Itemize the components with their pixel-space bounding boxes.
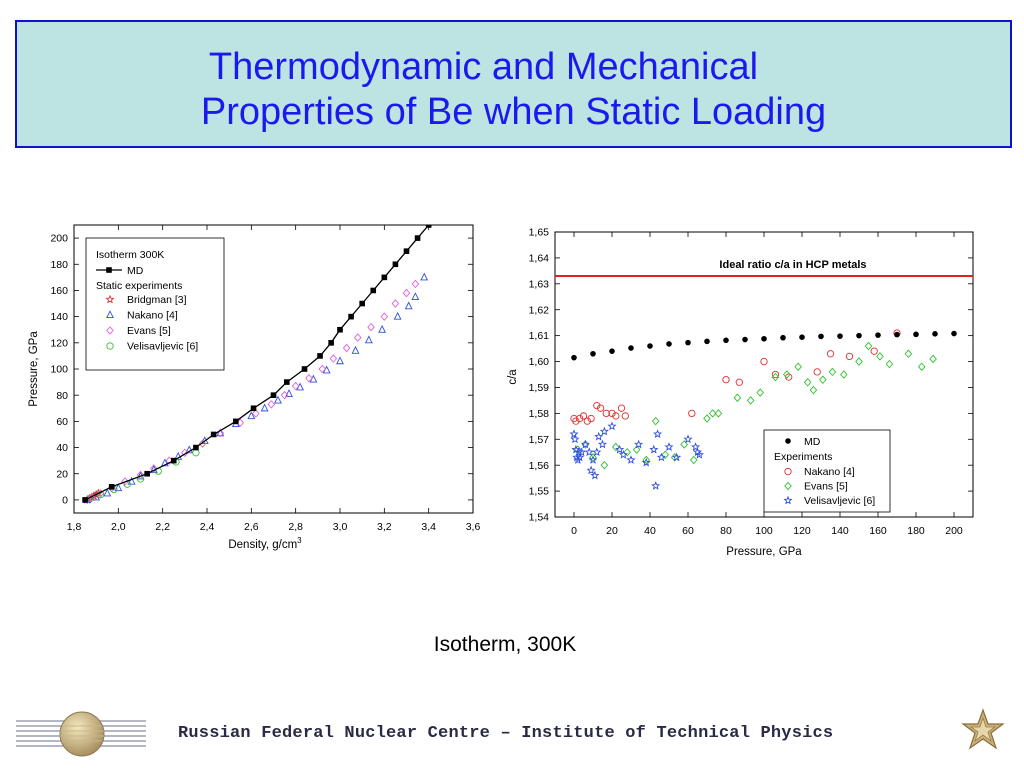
y-tick-label: 1,65	[528, 226, 549, 239]
legend-item-label: Evans [5]	[127, 325, 171, 337]
data-point	[723, 376, 729, 382]
x-tick-label: 60	[682, 525, 694, 537]
data-point	[905, 350, 911, 357]
legend-group-label: Experiments	[774, 451, 833, 463]
y-tick-label: 60	[56, 415, 68, 428]
data-point	[805, 379, 811, 386]
data-point	[654, 431, 661, 438]
data-point	[406, 302, 412, 308]
data-point	[609, 348, 615, 354]
data-point	[841, 371, 847, 378]
data-point	[658, 454, 665, 461]
institute-logo-left	[14, 707, 150, 761]
y-tick-label: 40	[56, 442, 68, 455]
data-point	[616, 446, 623, 453]
data-point	[865, 342, 871, 349]
data-point	[814, 369, 820, 375]
data-point	[588, 467, 595, 474]
data-point	[761, 358, 767, 364]
data-point	[251, 405, 257, 411]
data-point	[810, 386, 816, 393]
data-point	[415, 235, 421, 241]
data-point	[930, 355, 936, 362]
y-tick-label: 1,54	[528, 511, 549, 524]
y-tick-label: 100	[50, 363, 68, 376]
data-point	[359, 301, 365, 307]
data-point	[723, 338, 729, 344]
data-point	[666, 341, 672, 347]
x-tick-label: 3,2	[377, 521, 392, 533]
data-point	[691, 456, 697, 463]
x-tick-label: 3,4	[421, 521, 436, 533]
legend-group-label: Static experiments	[96, 280, 183, 292]
data-point	[412, 293, 418, 299]
data-point	[932, 331, 938, 337]
data-point	[601, 428, 608, 435]
y-tick-label: 20	[56, 468, 68, 481]
data-point	[780, 335, 786, 341]
data-point	[818, 334, 824, 340]
data-point	[248, 412, 254, 418]
y-axis-label: c/a	[507, 369, 519, 385]
data-point	[381, 313, 387, 320]
legend	[86, 238, 224, 370]
data-point	[268, 401, 274, 408]
data-point	[919, 363, 925, 370]
data-point	[894, 332, 900, 338]
star-emblem-icon	[960, 708, 1006, 754]
legend-item-label: Velisavljevic [6]	[804, 495, 876, 507]
data-point	[571, 431, 578, 438]
x-tick-label: 2,4	[199, 521, 215, 533]
x-axis-label: Pressure, GPa	[726, 546, 802, 558]
data-point	[437, 209, 443, 215]
data-point	[421, 274, 427, 280]
y-tick-label: 80	[56, 389, 68, 402]
data-point	[736, 379, 742, 385]
data-point	[886, 361, 892, 368]
data-point	[582, 441, 589, 448]
y-tick-label: 1,61	[528, 330, 549, 343]
x-tick-label: 2,2	[155, 521, 170, 533]
x-tick-label: 160	[869, 525, 887, 537]
data-point	[685, 340, 691, 346]
data-point	[82, 497, 88, 503]
data-point	[337, 327, 343, 333]
data-point	[622, 413, 628, 419]
data-point	[829, 368, 835, 375]
data-point	[328, 340, 334, 346]
title-line-1: Thermodynamic and Mechanical	[208, 46, 759, 88]
data-point	[193, 445, 199, 451]
data-point	[271, 392, 277, 398]
data-point	[426, 222, 432, 228]
legend-md-marker	[106, 267, 112, 273]
data-point	[799, 334, 805, 340]
y-tick-label: 1,56	[528, 459, 549, 472]
x-tick-label: 2,6	[244, 521, 259, 533]
x-tick-label: 80	[720, 525, 732, 537]
x-tick-label: 2,0	[111, 521, 126, 533]
data-point	[689, 410, 695, 416]
footer-institution: Russian Federal Nuclear Centre – Institute of Technical Physics	[178, 724, 834, 743]
data-point	[757, 389, 763, 396]
data-point	[343, 344, 349, 351]
data-point	[795, 363, 801, 370]
x-tick-label: 1,8	[66, 521, 82, 533]
x-tick-label: 100	[755, 525, 773, 537]
data-point	[599, 441, 606, 448]
data-point	[951, 331, 957, 337]
data-point	[761, 336, 767, 342]
data-point	[211, 432, 217, 438]
data-point	[913, 332, 919, 338]
data-point	[685, 436, 692, 443]
data-point	[355, 334, 361, 341]
y-tick-label: 140	[50, 311, 68, 324]
data-point	[193, 450, 199, 456]
data-point	[877, 353, 883, 360]
data-point	[352, 347, 358, 353]
data-point	[233, 419, 239, 425]
data-point	[394, 313, 400, 319]
legend-title: Isotherm 300K	[96, 249, 165, 261]
data-point	[871, 348, 877, 354]
x-tick-label: 0	[571, 525, 577, 537]
data-point	[337, 357, 343, 363]
data-point	[382, 275, 388, 281]
data-point	[846, 353, 852, 359]
data-point	[368, 324, 374, 331]
y-tick-label: 120	[50, 337, 68, 350]
x-tick-label: 200	[945, 525, 963, 537]
data-point	[366, 336, 372, 342]
x-tick-label: 2,8	[288, 521, 303, 533]
caption: Isotherm, 300K	[433, 633, 577, 656]
data-point	[109, 484, 115, 490]
ideal-ratio-annotation: Ideal ratio c/a in HCP metals	[719, 259, 867, 271]
legend-item-label: Velisavljevic [6]	[127, 340, 199, 353]
x-tick-label: 180	[907, 525, 925, 537]
data-point	[261, 404, 267, 410]
data-point	[734, 394, 740, 401]
data-point	[403, 289, 409, 296]
data-point	[643, 459, 650, 466]
data-point	[412, 280, 418, 287]
data-point	[628, 456, 635, 463]
data-point	[586, 449, 593, 456]
y-tick-label: 1,64	[528, 252, 549, 265]
data-point	[284, 379, 290, 385]
x-tick-label: 120	[793, 525, 811, 537]
y-tick-label: 1,55	[528, 485, 549, 498]
data-point	[772, 371, 778, 377]
legend-md-marker	[785, 438, 791, 444]
legend	[764, 430, 890, 512]
data-point	[856, 333, 862, 339]
data-point	[590, 351, 596, 357]
y-tick-label: 200	[50, 232, 68, 245]
x-tick-label: 3,0	[332, 521, 348, 533]
data-point	[742, 337, 748, 343]
data-point	[856, 358, 862, 365]
data-point	[302, 366, 308, 372]
legend-md-label: MD	[127, 265, 144, 277]
data-point	[593, 449, 600, 456]
data-point	[144, 471, 150, 477]
y-tick-label: 1,62	[528, 304, 549, 317]
data-point	[653, 418, 659, 425]
legend-item-label: Bridgman [3]	[127, 294, 187, 306]
y-tick-label: 160	[50, 285, 68, 298]
data-point	[330, 355, 336, 362]
y-tick-label: 0	[62, 494, 68, 507]
title-line-2: Properties of Be when Static Loading	[200, 91, 827, 133]
y-tick-label: 1,58	[528, 407, 549, 420]
data-point	[618, 405, 624, 411]
y-tick-label: 180	[50, 258, 68, 271]
x-axis-label: Density, $g/cm^3$	[228, 536, 302, 551]
data-point	[820, 376, 826, 383]
data-point	[609, 423, 616, 430]
data-point	[571, 355, 577, 361]
data-point	[595, 433, 602, 440]
y-axis-label: Pressure, GPa	[28, 331, 40, 407]
data-point	[837, 333, 843, 339]
data-point	[404, 248, 410, 254]
data-point	[392, 300, 398, 307]
legend-item-label: Nakano [4]	[127, 309, 178, 322]
data-point	[590, 456, 597, 463]
data-point	[317, 353, 323, 359]
data-point	[666, 443, 673, 450]
data-point	[628, 345, 634, 351]
legend-md-label: MD	[804, 436, 821, 448]
data-point	[647, 343, 653, 349]
legend-item-label: Nakano [4]	[804, 466, 855, 478]
data-point	[171, 458, 177, 464]
data-point	[348, 314, 354, 320]
data-point	[286, 390, 292, 396]
data-point	[393, 261, 399, 267]
data-point	[875, 332, 881, 338]
x-tick-label: 3,6	[465, 521, 481, 533]
data-point	[601, 462, 607, 469]
legend-item-label: Evans [5]	[804, 480, 848, 493]
y-tick-label: 1,57	[528, 433, 549, 446]
data-point	[704, 415, 710, 422]
data-point	[370, 288, 376, 294]
data-point	[827, 351, 833, 357]
data-point	[650, 446, 657, 453]
y-tick-label: 1,60	[528, 356, 549, 369]
data-point	[704, 339, 710, 345]
x-tick-label: 140	[831, 525, 849, 537]
data-point	[379, 326, 385, 332]
x-tick-label: 20	[606, 525, 618, 537]
y-tick-label: 1,63	[528, 278, 549, 291]
data-point	[652, 482, 659, 489]
x-tick-label: 40	[644, 525, 656, 537]
y-tick-label: 1,59	[528, 382, 549, 395]
data-point	[748, 397, 754, 404]
